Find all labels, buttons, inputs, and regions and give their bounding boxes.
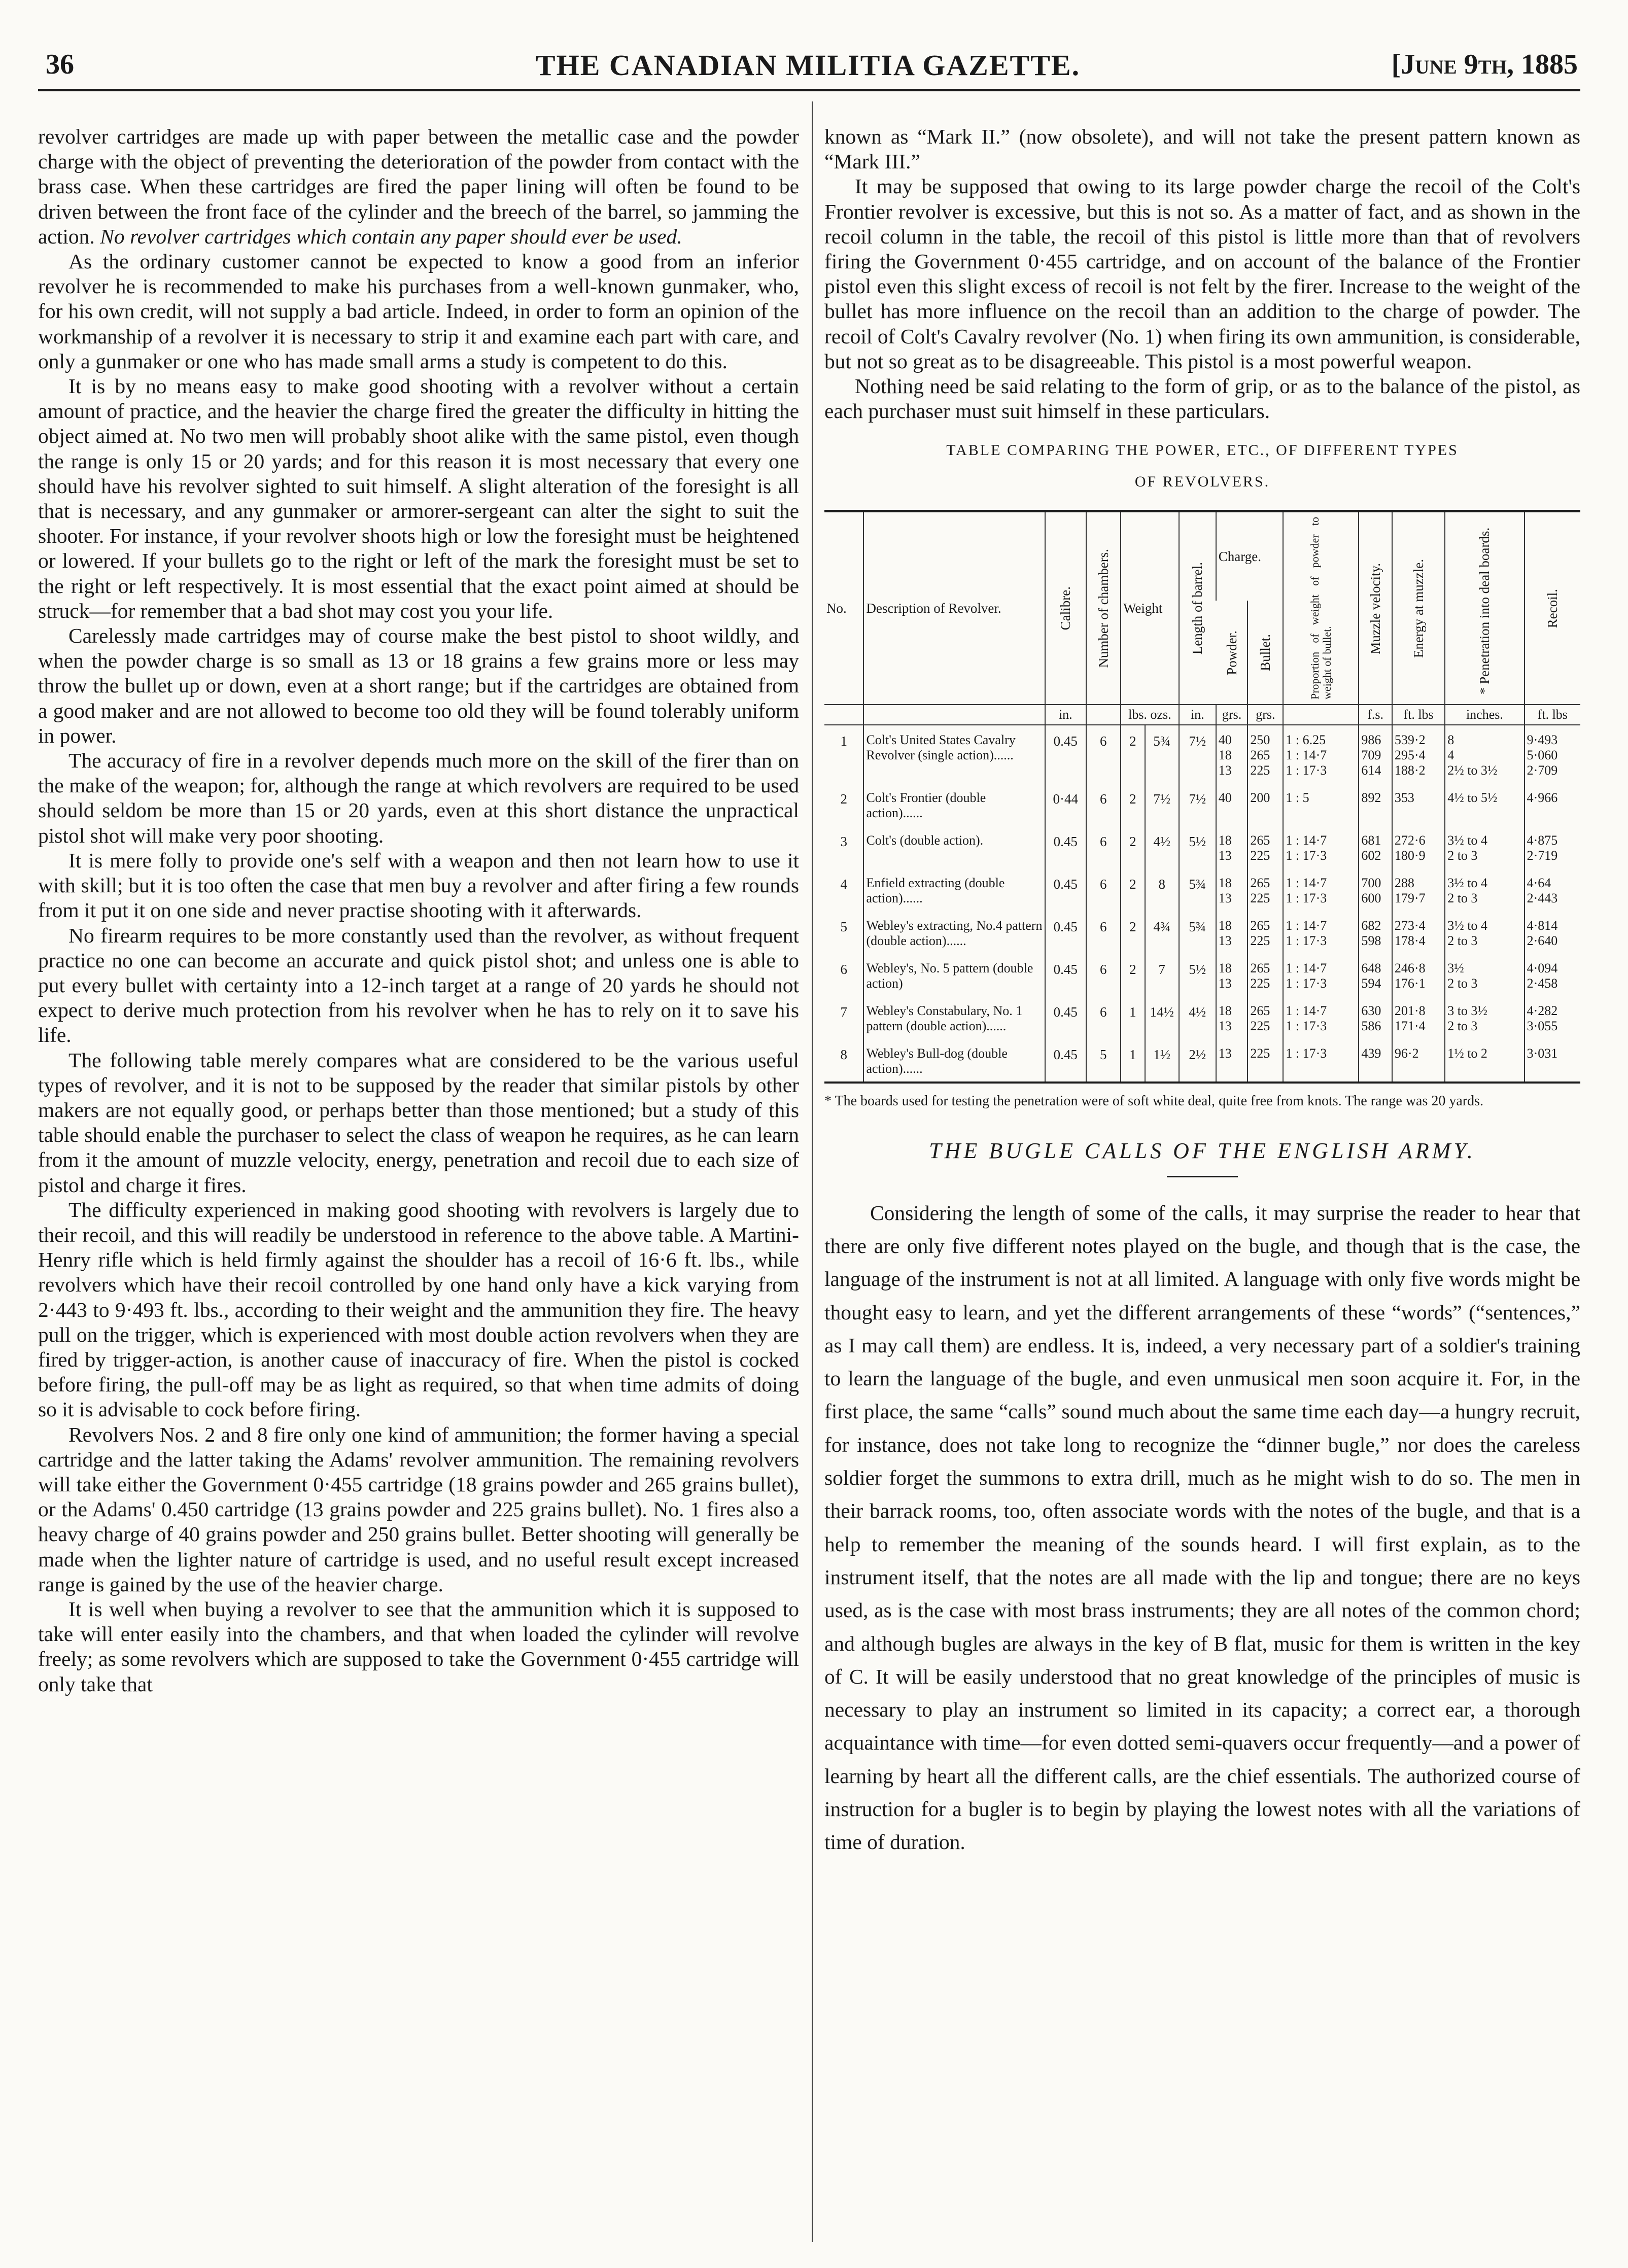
cell-bullet: 265 225 (1248, 996, 1283, 1039)
cell-desc: Colt's United States Cavalry Revolver (single action)...... (863, 725, 1045, 783)
cell-chambers: 5 (1086, 1039, 1121, 1081)
article-title-rule (1167, 1176, 1238, 1177)
cell-lbs: 2 (1121, 783, 1145, 826)
cell-bullet: 250 265 225 (1248, 725, 1283, 783)
cell-no: 1 (840, 734, 847, 749)
table-caption-line: OF REVOLVERS. (1134, 473, 1270, 491)
paragraph: It is mere folly to provide one's self with a weapon and then not learn how to use it with skill; but it is too often the case that men buy a revolver and after firing a few rounds from it put it on one side and never practise shooting with it afterwards. (38, 848, 799, 922)
cell-desc: Webley's, No. 5 pattern (double action) (863, 954, 1045, 996)
cell-penetration: 3½ to 4 2 to 3 (1445, 911, 1524, 954)
cell-desc: Colt's (double action). (863, 826, 1045, 868)
cell-ozs: 5¾ (1145, 725, 1179, 783)
paragraph: It is well when buying a revolver to see that the ammunition which it is supposed to take will enter easily into the chambers, and that when loaded the cylinder will revolve freely; as some revolvers which are supposed to take the Government 0·455 cartridge will only take that (38, 1597, 799, 1696)
cell-barrel: 5½ (1179, 826, 1216, 868)
cell-no: 3 (840, 834, 847, 850)
cell-powder: 18 13 (1216, 954, 1248, 996)
cell-barrel: 5¾ (1179, 868, 1216, 911)
cell-bullet: 265 225 (1248, 954, 1283, 996)
cell-no: 7 (840, 1004, 847, 1020)
header-charge: Charge. (1216, 512, 1284, 601)
cell-desc: Webley's Constabulary, No. 1 pattern (double action)...... (863, 996, 1045, 1039)
cell-velocity: 986 709 614 (1359, 725, 1392, 783)
cell-velocity: 439 (1359, 1039, 1392, 1081)
paragraph: revolver cartridges are made up with paper between the metallic case and the powder charge with the object of preventing the deterioration of the powder from contact with the brass case. When these cartridges are fired the paper lining will often be found to be driven between the front face of the cylinder and the breech of the barrel, so jamming the action. No revolver cartridges which contain any paper should ever be used. (38, 125, 799, 248)
cell-energy: 288 179·7 (1392, 868, 1445, 911)
cell-ozs: 4¾ (1145, 911, 1179, 954)
cell-proportion: 1 : 14·7 1 : 17·3 (1283, 911, 1359, 954)
cell-chambers: 6 (1086, 996, 1121, 1039)
header-chambers: Number of chambers. (1086, 512, 1121, 705)
table-row (824, 826, 1580, 868)
cell-powder: 18 13 (1216, 868, 1248, 911)
cell-no: 5 (840, 919, 847, 935)
table-caption-line: TABLE COMPARING THE POWER, ETC., OF DIFFERENT TYPES (946, 442, 1459, 459)
cell-ozs: 7 (1145, 954, 1179, 996)
issue-date: [June 9th, 1885 (1391, 49, 1578, 80)
cell-penetration: 8 4 2½ to 3½ (1445, 725, 1524, 783)
cell-chambers: 6 (1086, 826, 1121, 868)
paragraph: Carelessly made cartridges may of course make the best pistol to shoot wildly, and when the powder charge is so small as 13 or 18 grains a few grains more or less may throw the bullet up or down, even at a short range; but if the cartridges are obtained from a good maker and are not allowed to become too old they will be found tolerably uniform in power. (38, 624, 799, 747)
cell-no: 8 (840, 1047, 847, 1063)
header-recoil: Recoil. (1525, 512, 1580, 705)
cell-lbs: 2 (1121, 911, 1145, 954)
paragraph: As the ordinary customer cannot be expected to know a good from an inferior revolver he is recommended to make his purchases from a well-known gunmaker, who, for his own credit, will not supply a bad article. Indeed, in order to form an opinion of the workmanship of a revolver it is necessary to strip it and examine each part with care, and only a gunmaker or one who has made small arms a study is competent to do this. (38, 250, 799, 373)
cell-energy: 353 (1392, 783, 1445, 826)
cell-recoil: 3·031 (1525, 1039, 1580, 1081)
right-column (824, 124, 1580, 1859)
cell-calibre: 0.45 (1045, 1039, 1086, 1081)
cell-recoil: 4·64 2·443 (1525, 868, 1580, 911)
page-header (38, 48, 1578, 86)
cell-desc: Colt's Frontier (double action)...... (863, 783, 1045, 826)
table-row (824, 954, 1580, 996)
table-row (824, 1039, 1580, 1081)
left-column (38, 124, 799, 1697)
paragraph: Revolvers Nos. 2 and 8 fire only one kind of ammunition; the former having a special cartridge and the latter taking the Adams' revolver ammunition. The remaining revolvers will take either the Government 0·455 cartridge (18 grains powder and 265 grains bullet), or the Adams' 0.450 cartridge (13 grains powder and 225 grains bullet). No. 1 fires also a heavy charge of 40 grains powder and 250 grains bullet. Better shooting will generally be made when the lighter nature of cartridge is used, and no useful result except increased range is gained by the use of the heavier charge. (38, 1422, 799, 1596)
header-proportion: Proportion of weight of powder to weight of bullet. (1283, 512, 1359, 705)
cell-chambers: 6 (1086, 911, 1121, 954)
table-row (824, 783, 1580, 826)
header-description: Description of Revolver. (863, 512, 1045, 705)
paragraph: It is by no means easy to make good shooting with a revolver without a certain amount of practice, and the heavier the charge fired the greater the difficulty in hitting the object aimed at. No two men will probably shoot alike with the same pistol, even though the range is only 15 or 20 yards; and for this reason it is most necessary that every one should have his revolver sighted to suit himself. A slight alteration of the foresight is all that is necessary, and any gunmaker or armorer-sergeant can alter the sight to suit the shooter. For instance, if your revolver shoots high or low the foresight must be heightened or lowered. If your bullets go to the right or left of the mark the foresight must be set to the right or left respectively. It is most essential that the exact point aimed at should be struck—for remember that a bad shot may cost you your life. (38, 374, 799, 622)
header-calibre: Calibre. (1045, 512, 1086, 705)
paragraph: The following table merely compares what are considered to be the various useful types of revolver, and it is not to be supposed by the reader that similar pistols by other makers are not equally good, or perhaps better than those mentioned; but a study of this table should enable the purchaser to select the class of weapon he requires, as he can learn from it the amount of muzzle velocity, energy, penetration and recoil due to each size of pistol and charge it fires. (38, 1048, 799, 1197)
cell-calibre: 0.45 (1045, 911, 1086, 954)
cell-powder: 18 13 (1216, 826, 1248, 868)
cell-lbs: 1 (1121, 1039, 1145, 1081)
header-energy: Energy at muzzle. (1392, 512, 1445, 705)
column-divider (812, 101, 813, 2242)
cell-bullet: 225 (1248, 1039, 1283, 1081)
cell-bullet: 265 225 (1248, 826, 1283, 868)
cell-chambers: 6 (1086, 868, 1121, 911)
cell-lbs: 1 (1121, 996, 1145, 1039)
cell-bullet: 200 (1248, 783, 1283, 826)
cell-calibre: 0.45 (1045, 954, 1086, 996)
paragraph: It may be supposed that owing to its large powder charge the recoil of the Colt's Frontier revolver is excessive, but this is not so. As a matter of fact, and as shown in the recoil column in the table, the recoil of this pistol is little more than that of revolvers firing the Government 0·455 cartridge, and on account of the balance of the Frontier pistol even this slight excess of recoil is not felt by the firer. Increase to the weight of the bullet has more influence on the recoil than an addition to the charge of powder. The recoil of Colt's Cavalry revolver (No. 1) when firing its own ammunition, is considerable, but not so great as to be disagreeable. This pistol is a most powerful weapon. (824, 175, 1580, 373)
cell-ozs: 8 (1145, 868, 1179, 911)
cell-recoil: 4·966 (1525, 783, 1580, 826)
cell-calibre: 0.45 (1045, 996, 1086, 1039)
cell-penetration: 3 to 3½ 2 to 3 (1445, 996, 1524, 1039)
cell-powder: 13 (1216, 1039, 1248, 1081)
cell-no: 6 (840, 962, 847, 978)
cell-barrel: 5½ (1179, 954, 1216, 996)
revolver-comparison-table (824, 510, 1580, 1084)
cell-velocity: 700 600 (1359, 868, 1392, 911)
cell-penetration: 1½ to 2 (1445, 1039, 1524, 1081)
header-weight: Weight (1121, 512, 1179, 705)
header-no: No. (826, 601, 847, 616)
cell-proportion: 1 : 14·7 1 : 17·3 (1283, 868, 1359, 911)
cell-no: 4 (840, 877, 847, 892)
cell-recoil: 4·814 2·640 (1525, 911, 1580, 954)
cell-barrel: 5¾ (1179, 911, 1216, 954)
cell-velocity: 630 586 (1359, 996, 1392, 1039)
cell-penetration: 3½ 2 to 3 (1445, 954, 1524, 996)
header-rule (38, 89, 1580, 91)
cell-barrel: 7½ (1179, 725, 1216, 783)
cell-recoil: 9·493 5·060 2·709 (1525, 725, 1580, 783)
cell-lbs: 2 (1121, 954, 1145, 996)
cell-energy: 539·2 295·4 188·2 (1392, 725, 1445, 783)
cell-powder: 18 13 (1216, 911, 1248, 954)
header-powder: Powder. (1224, 630, 1239, 675)
cell-proportion: 1 : 14·7 1 : 17·3 (1283, 954, 1359, 996)
cell-energy: 201·8 171·4 (1392, 996, 1445, 1039)
cell-energy: 96·2 (1392, 1039, 1445, 1081)
cell-proportion: 1 : 5 (1283, 783, 1359, 826)
cell-calibre: 0.45 (1045, 826, 1086, 868)
paragraph: No firearm requires to be more constantly used than the revolver, as without frequent practice no one can become an accurate and quick pistol shot; and unless one is able to put every bullet with certainty into a 12-inch target at a range of 20 yards he should not expect to derive much protection from his revolver when he has to rely on it to save his life. (38, 923, 799, 1047)
paragraph: The difficulty experienced in making good shooting with revolvers is largely due to their recoil, and this will readily be understood in reference to the above table. A Martini-Henry rifle which is held firmly against the shoulder has a recoil of 16·6 ft. lbs., while revolvers which have their recoil controlled by one hand only have a kick varying from 2·443 to 9·493 ft. lbs., according to their weight and the ammunition they fire. The heavy pull on the trigger, which is experienced with most double action revolvers when they are fired by trigger-action, is another cause of inaccuracy of fire. When the pistol is cocked before firing, the pull-off may be as light as required, so that when time admits of doing so it is advisable to cock before firing. (38, 1198, 799, 1421)
cell-velocity: 681 602 (1359, 826, 1392, 868)
cell-calibre: 0.45 (1045, 868, 1086, 911)
cell-lbs: 2 (1121, 725, 1145, 783)
table-caption (824, 435, 1580, 498)
cell-lbs: 2 (1121, 868, 1145, 911)
cell-desc: Enfield extracting (double action)...... (863, 868, 1045, 911)
header-velocity: Muzzle velocity. (1359, 512, 1392, 705)
paragraph: known as “Mark II.” (now obsolete), and will not take the present pattern known as “Mark III.” (824, 125, 1580, 173)
header-bullet: Bullet. (1248, 601, 1283, 705)
cell-velocity: 892 (1359, 783, 1392, 826)
cell-barrel: 7½ (1179, 783, 1216, 826)
table-row (824, 868, 1580, 911)
cell-chambers: 6 (1086, 725, 1121, 783)
emphasis: No revolver cartridges which contain any paper should ever be used. (100, 224, 682, 248)
cell-energy: 273·4 178·4 (1392, 911, 1445, 954)
table-row (824, 911, 1580, 954)
cell-energy: 246·8 176·1 (1392, 954, 1445, 996)
cell-barrel: 2½ (1179, 1039, 1216, 1081)
cell-chambers: 6 (1086, 954, 1121, 996)
cell-powder: 40 18 13 (1216, 725, 1248, 783)
article-title: THE BUGLE CALLS OF THE ENGLISH ARMY. (929, 1138, 1476, 1164)
cell-lbs: 2 (1121, 826, 1145, 868)
cell-calibre: 0·44 (1045, 783, 1086, 826)
cell-barrel: 4½ (1179, 996, 1216, 1039)
table-row (824, 996, 1580, 1039)
cell-recoil: 4·282 3·055 (1525, 996, 1580, 1039)
page-number: 36 (46, 49, 74, 80)
newspaper-title: THE CANADIAN MILITIA GAZETTE. (535, 49, 1081, 82)
cell-proportion: 1 : 14·7 1 : 17·3 (1283, 996, 1359, 1039)
paragraph: Nothing need be said relating to the form of grip, or as to the balance of the pistol, as each purchaser must suit himself in these particulars. (824, 374, 1580, 423)
cell-chambers: 6 (1086, 783, 1121, 826)
cell-bullet: 265 225 (1248, 911, 1283, 954)
units-row: in. lbs. ozs. in. grs. grs. f.s. ft. lbs inches. ft. lbs (824, 705, 1580, 725)
cell-proportion: 1 : 6.25 1 : 14·7 1 : 17·3 (1283, 725, 1359, 783)
cell-calibre: 0.45 (1045, 725, 1086, 783)
cell-ozs: 7½ (1145, 783, 1179, 826)
cell-powder: 18 13 (1216, 996, 1248, 1039)
cell-penetration: 4½ to 5½ (1445, 783, 1524, 826)
cell-penetration: 3½ to 4 2 to 3 (1445, 826, 1524, 868)
cell-desc: Webley's Bull-dog (double action)...... (863, 1039, 1045, 1081)
cell-energy: 272·6 180·9 (1392, 826, 1445, 868)
cell-ozs: 1½ (1145, 1039, 1179, 1081)
paragraph: Considering the length of some of the calls, it may surprise the reader to hear that there are only five different notes played on the bugle, and though that is the case, the language of the instrument is not at all limited. A language with only five words might be thought easy to learn, and yet the different arrangements of these “words” (“sentences,” as I may call them) are endless. It is, indeed, a very necessary part of a soldier's training to learn the language of the bugle, and even unmusical men soon acquire it. For, in the first place, the same “calls” sound much about the same time each day—a hungry recruit, for instance, does not take long to recognize the “dinner bugle,” nor does the careless soldier forget the summons to extra drill, much as he might wish to do so. The men in their barrack rooms, too, often associate words with the notes of the bugle, and that is a help to remember the meaning of the sounds heard. I will first explain, as to the instrument itself, that the notes are all made with the lip and tongue; there are no keys used, as is the case with most brass instruments; they are all notes of the common chord; and although bugles are always in the key of B flat, music for them is written in the key of C. It will be easily understood that no great knowledge of the principles of music is necessary to play an instrument so limited in its capacity; a correct ear, a thorough acquaintance with time—for even dotted semi-quavers occur frequently—and a power of learning by heart all the different calls, are the chief essentials. The authorized course of instruction for a bugler is to begin by playing the lowest notes with all the variations of time of duration. (824, 1201, 1580, 1854)
cell-proportion: 1 : 17·3 (1283, 1039, 1359, 1081)
cell-proportion: 1 : 14·7 1 : 17·3 (1283, 826, 1359, 868)
table-footnote: * The boards used for testing the penetration were of soft white deal, quite free from knots. The range was 20 yards. (824, 1093, 1484, 1109)
cell-bullet: 265 225 (1248, 868, 1283, 911)
cell-desc: Webley's extracting, No.4 pattern (double action)...... (863, 911, 1045, 954)
cell-velocity: 682 598 (1359, 911, 1392, 954)
cell-penetration: 3½ to 4 2 to 3 (1445, 868, 1524, 911)
paragraph: The accuracy of fire in a revolver depends much more on the skill of the firer than on the make of the weapon; for, although the range at which revolvers are required to be used should seldom be more than 15 or 20 yards, even at this short distance the unpractical pistol shot will make very poor shooting. (38, 749, 799, 847)
cell-velocity: 648 594 (1359, 954, 1392, 996)
table-row (824, 725, 1580, 783)
header-penetration: * Penetration into deal boards. (1445, 512, 1524, 705)
header-barrel: Length of barrel. (1179, 512, 1216, 705)
cell-ozs: 4½ (1145, 826, 1179, 868)
cell-powder: 40 (1216, 783, 1248, 826)
cell-recoil: 4·875 2·719 (1525, 826, 1580, 868)
cell-no: 2 (840, 791, 847, 807)
cell-recoil: 4·094 2·458 (1525, 954, 1580, 996)
cell-ozs: 14½ (1145, 996, 1179, 1039)
article-body (824, 1197, 1580, 1859)
